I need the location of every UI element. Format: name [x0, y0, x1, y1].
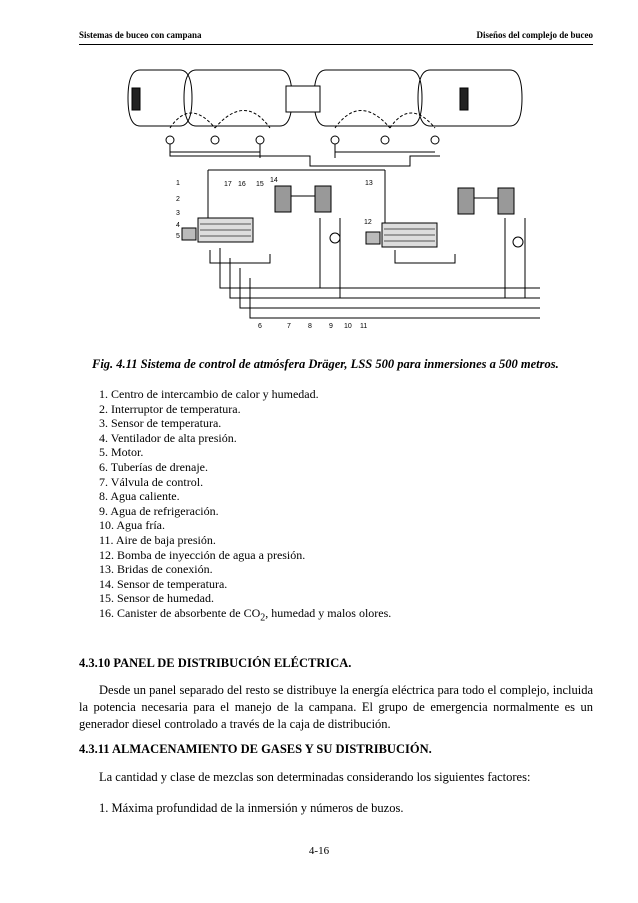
legend-item: 6. Tuberías de drenaje. [99, 459, 208, 474]
legend-item: 10. Agua fría. [99, 518, 165, 533]
svg-text:2: 2 [176, 196, 180, 203]
heat-exchanger-units [182, 218, 437, 247]
svg-text:10: 10 [344, 323, 352, 330]
legend-item: 13. Bridas de conexión. [99, 562, 213, 577]
svg-text:3: 3 [176, 210, 180, 217]
numbered-item: 1. Máxima profundidad de la inmersión y números de buzos. [99, 801, 404, 815]
svg-text:5: 5 [176, 233, 180, 240]
legend-item: 14. Sensor de temperatura. [99, 576, 228, 591]
figure-atmosphere-control-diagram [110, 58, 550, 338]
legend-item: 11. Aire de baja presión. [99, 532, 216, 547]
figure-caption: Fig. 4.11 Sistema de control de atmósfera Dräger, LSS 500 para inmersiones a 500 metros. [92, 357, 559, 371]
legend-item: 7. Válvula de control. [99, 474, 204, 489]
svg-text:14: 14 [270, 177, 278, 184]
svg-text:8: 8 [308, 323, 312, 330]
svg-text:1: 1 [176, 180, 180, 187]
legend-item: 15. Sensor de humedad. [99, 591, 214, 606]
legend-item: 8. Agua caliente. [99, 489, 180, 504]
page-number: 4-16 [308, 845, 330, 857]
header-left: Sistemas de buceo con campana [79, 30, 202, 40]
pipes [170, 144, 440, 223]
section-heading-4-3-11: 4.3.11 ALMACENAMIENTO DE GASES Y SU DISTRIBUCIÓN. [79, 742, 432, 756]
svg-text:4: 4 [176, 222, 180, 229]
svg-text:12: 12 [364, 219, 372, 226]
section-paragraph-4-3-10: Desde un panel separado del resto se distribuye la energía eléctrica para todo el complejo, incluida la potencia necesaria para el manejo de la campana. El grupo de emergencia normalmente es un generador diesel controlado a través de la caja de distribución. [79, 683, 593, 731]
legend-item: 3. Sensor de temperatura. [99, 416, 222, 431]
svg-text:11: 11 [360, 323, 368, 330]
legend-item: 1. Centro de intercambio de calor y humedad. [99, 387, 319, 401]
section-paragraph-4-3-11: La cantidad y clase de mezclas son determinadas considerando los siguientes factores: [99, 770, 531, 784]
svg-text:7: 7 [287, 323, 291, 330]
legend-item: 2. Interruptor de temperatura. [99, 401, 241, 416]
legend-item: 16. Canister de absorbente de $CO_2$, humedad y malos olores. [99, 605, 392, 624]
co2-canisters [275, 186, 514, 214]
header-right: Diseños del complejo de buceo [476, 30, 593, 40]
legend-item: 12. Bomba de inyección de agua a presión. [99, 547, 306, 562]
svg-text:15: 15 [256, 181, 264, 188]
section-heading-4-3-10: 4.3.10 PANEL DE DISTRIBUCIÓN ELÉCTRICA. [79, 656, 352, 670]
svg-text:9: 9 [329, 323, 333, 330]
svg-text:13: 13 [365, 180, 373, 187]
svg-text:6: 6 [258, 323, 262, 330]
svg-text:16: 16 [238, 181, 246, 188]
svg-text:17: 17 [224, 181, 232, 188]
legend-item: 9. Agua de refrigeración. [99, 503, 219, 518]
figure-legend [99, 387, 391, 626]
chamber-shapes [128, 70, 522, 128]
legend-item: 5. Motor. [99, 445, 144, 460]
figure-labels [176, 177, 373, 330]
valves [166, 136, 439, 144]
legend-item: 4. Ventilador de alta presión. [99, 430, 237, 445]
page-header [79, 30, 593, 45]
